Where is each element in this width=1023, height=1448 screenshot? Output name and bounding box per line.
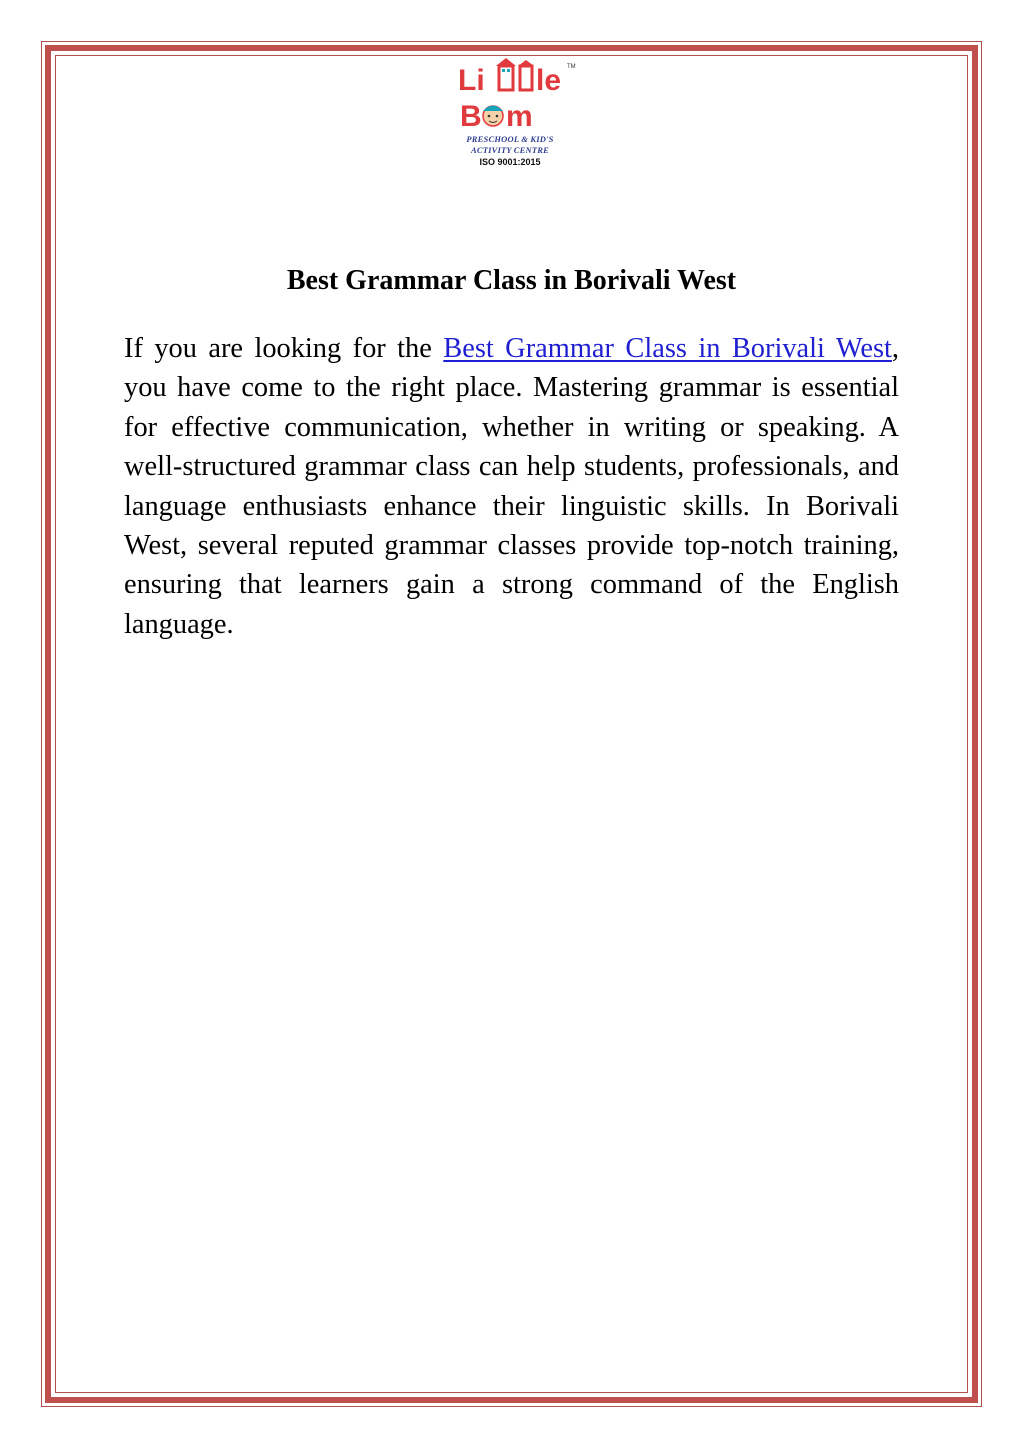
svg-text:m: m	[506, 100, 533, 133]
house-icon	[496, 58, 534, 90]
little-boom-logo	[440, 56, 580, 176]
iso-certification: ISO 9001:2015	[479, 157, 541, 167]
page-border-inner	[55, 55, 968, 1393]
logo-graphic	[440, 56, 580, 134]
document-title: Best Grammar Class in Borivali West	[286, 265, 737, 296]
logo-tagline-line1: PRESCHOOL & KID'S	[466, 134, 554, 144]
paragraph-rest: , you have come to the right place. Mastering grammar is essential for effective communication, whether in writing or speaking. A well-structured grammar class can help students, professionals, and language enthusiasts enhance their linguistic skills. In Borivali West, several reputed grammar classes provide top-notch training, ensuring that learners gain a strong command of the English language.	[124, 333, 899, 640]
best-grammar-class-link[interactable]: Best Grammar Class in Borivali West	[443, 333, 892, 364]
svg-text:TM: TM	[567, 64, 576, 70]
paragraph-intro: If you are looking for the	[124, 333, 444, 364]
svg-text:B: B	[460, 100, 482, 133]
child-face-icon	[483, 106, 503, 127]
svg-text:le: le	[536, 64, 562, 97]
body-paragraph	[124, 329, 899, 644]
logo-tagline-line2: ACTIVITY CENTRE	[470, 145, 550, 155]
svg-text:Li: Li	[458, 64, 485, 97]
